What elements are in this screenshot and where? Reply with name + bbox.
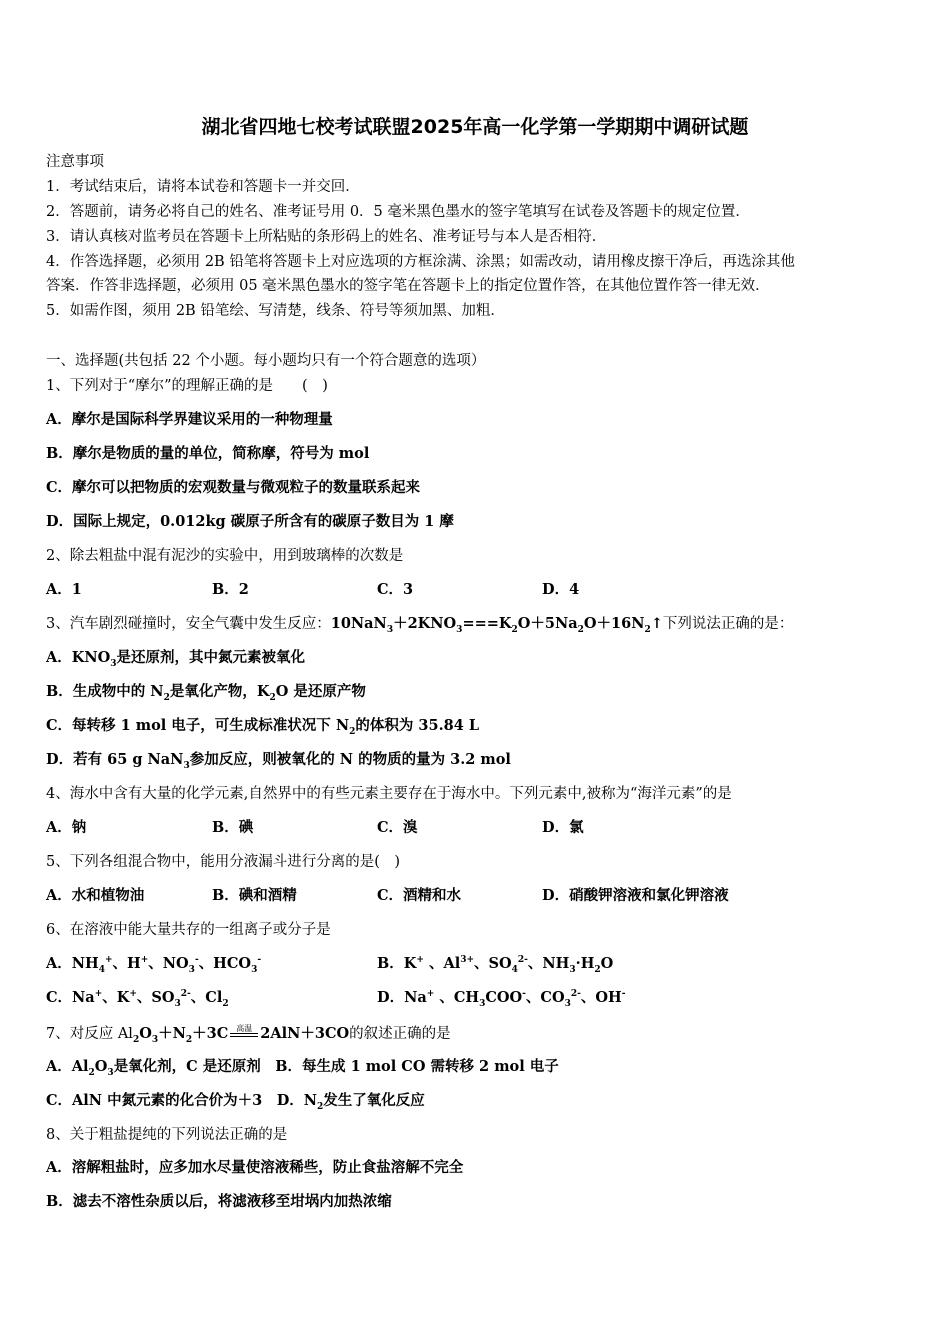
notice-item-2: 2．答题前，请务必将自己的姓名、准考证号用 0．5 毫米黑色墨水的签字笔填写在试卷及答题卡的规定位置． <box>46 204 750 220</box>
question-4-option-b: B．碘 <box>212 819 254 836</box>
question-1-option-d: D．国际上规定，0.012kg 碳原子所含有的碳原子数目为 1 摩 <box>46 513 454 530</box>
notice-item-1: 1．考试结束后，请将本试卷和答题卡一并交回． <box>46 179 360 195</box>
question-2-option-d: D．4 <box>542 581 580 598</box>
question-6-stem: 6、在溶液中能大量共存的一组离子或分子是 <box>46 922 331 938</box>
question-5-option-c: C．酒精和水 <box>377 887 462 904</box>
question-3-option-b: B．生成物中的 $N_2$是氧化产物，$K_2O$ 是还原产物 <box>46 683 366 703</box>
question-4-option-d: D．氯 <box>542 819 584 836</box>
question-6-option-a: A．$NH_4^+$、H+、$NO_3^-$、$HCO_3^-$ <box>46 955 262 975</box>
question-4-stem: 4、海水中含有大量的化学元素,自然界中的有些元素主要存在于海水中。下列元素中,被称为“海洋元素”的是 <box>46 786 732 802</box>
question-3-option-c: C．每转移 1 mol 电子，可生成标准状况下 $N_2$的体积为 35.84 L <box>46 717 480 737</box>
question-2-stem: 2、除去粗盐中混有泥沙的实验中，用到玻璃棒的次数是 <box>46 548 404 564</box>
question-7-option-ab: A．$Al_2O_3$是氧化剂，C 是还原剂 B．每生成 1 mol CO 需转移 2 mol 电子 <box>46 1058 559 1078</box>
page-title: 湖北省四地七校考试联盟2025年高一化学第一学期期中调研试题 <box>201 116 749 138</box>
question-2-option-a: A．1 <box>46 581 82 598</box>
question-1-option-a: A．摩尔是国际科学界建议采用的一种物理量 <box>46 411 333 428</box>
question-4-option-a: A．钠 <box>46 819 87 836</box>
notice-item-3: 3．请认真核对监考员在答题卡上所粘贴的条形码上的姓名、准考证号与本人是否相符． <box>46 229 607 245</box>
notice-item-4-cont: 答案．作答非选择题，必须用 05 毫米黑色墨水的签字笔在答题卡上的指定位置作答，在其他位置作答一律无效． <box>46 278 770 294</box>
question-5-option-b: B．碘和酒精 <box>212 887 297 904</box>
question-5-option-a: A．水和植物油 <box>46 887 145 904</box>
question-6-option-d: D．Na+ 、$CH_3COO^-$、$CO_3^{2-}$、OH- <box>377 989 626 1009</box>
reaction-condition-arrow: 高温 <box>228 1022 260 1042</box>
question-1-stem: 1、下列对于“摩尔”的理解正确的是 ( ) <box>46 378 328 394</box>
question-5-stem: 5、下列各组混合物中，能用分液漏斗进行分离的是( ) <box>46 854 401 870</box>
question-1-option-b: B．摩尔是物质的量的单位，简称摩，符号为 mol <box>46 445 370 462</box>
question-6-option-b: B．K+ 、$Al^{3+}$、$SO_4^{2-}$、$NH_3\cdot H_2O$ <box>377 955 614 975</box>
question-7-stem: 7、对反应 $Al_2O_3+N_2+3C$ 高温 2AlN＋3CO的叙述正确的是 <box>46 1024 451 1045</box>
notice-item-4: 4．作答选择题，必须用 2B 铅笔将答题卡上对应选项的方框涂满、涂黑；如需改动，请用橡皮擦干净后，再选涂其他 <box>46 254 795 270</box>
question-8-option-a: A．溶解粗盐时，应多加水尽量使溶液稀些，防止食盐溶解不完全 <box>46 1159 464 1176</box>
notice-heading: 注意事项 <box>46 154 104 170</box>
question-7-option-cd: C．AlN 中氮元素的化合价为＋3 D．$N_2$发生了氧化反应 <box>46 1092 425 1112</box>
question-5-option-d: D．硝酸钾溶液和氯化钾溶液 <box>542 887 729 904</box>
notice-item-5: 5．如需作图，须用 2B 铅笔绘、写清楚，线条、符号等须加黑、加粗． <box>46 303 505 319</box>
question-1-option-c: C．摩尔可以把物质的宏观数量与微观粒子的数量联系起来 <box>46 479 421 496</box>
section-heading: 一、选择题(共包括 22 个小题。每小题均只有一个符合题意的选项） <box>46 353 486 369</box>
question-3-option-d: D．若有 65 g NaN$_3$参加反应，则被氧化的 N 的物质的量为 3.2 mol <box>46 751 511 771</box>
question-2-option-b: B．2 <box>212 581 249 598</box>
question-8-option-b: B．滤去不溶性杂质以后，将滤液移至坩埚内加热浓缩 <box>46 1193 392 1210</box>
question-3-option-a: A．$KNO_3$是还原剂，其中氮元素被氧化 <box>46 649 306 669</box>
question-6-option-c: C．Na+、K+、$SO_3^{2-}$、$Cl_2$ <box>46 989 229 1009</box>
question-8-stem: 8、关于粗盐提纯的下列说法正确的是 <box>46 1127 288 1143</box>
question-2-option-c: C．3 <box>377 581 414 598</box>
question-4-option-c: C．溴 <box>377 819 418 836</box>
question-3-stem: 3、汽车剧烈碰撞时，安全气囊中发生反应：$10NaN_3+2KNO_3===K_2O+5Na_2O+16N_2↑$下列说法正确的是： <box>46 615 794 635</box>
